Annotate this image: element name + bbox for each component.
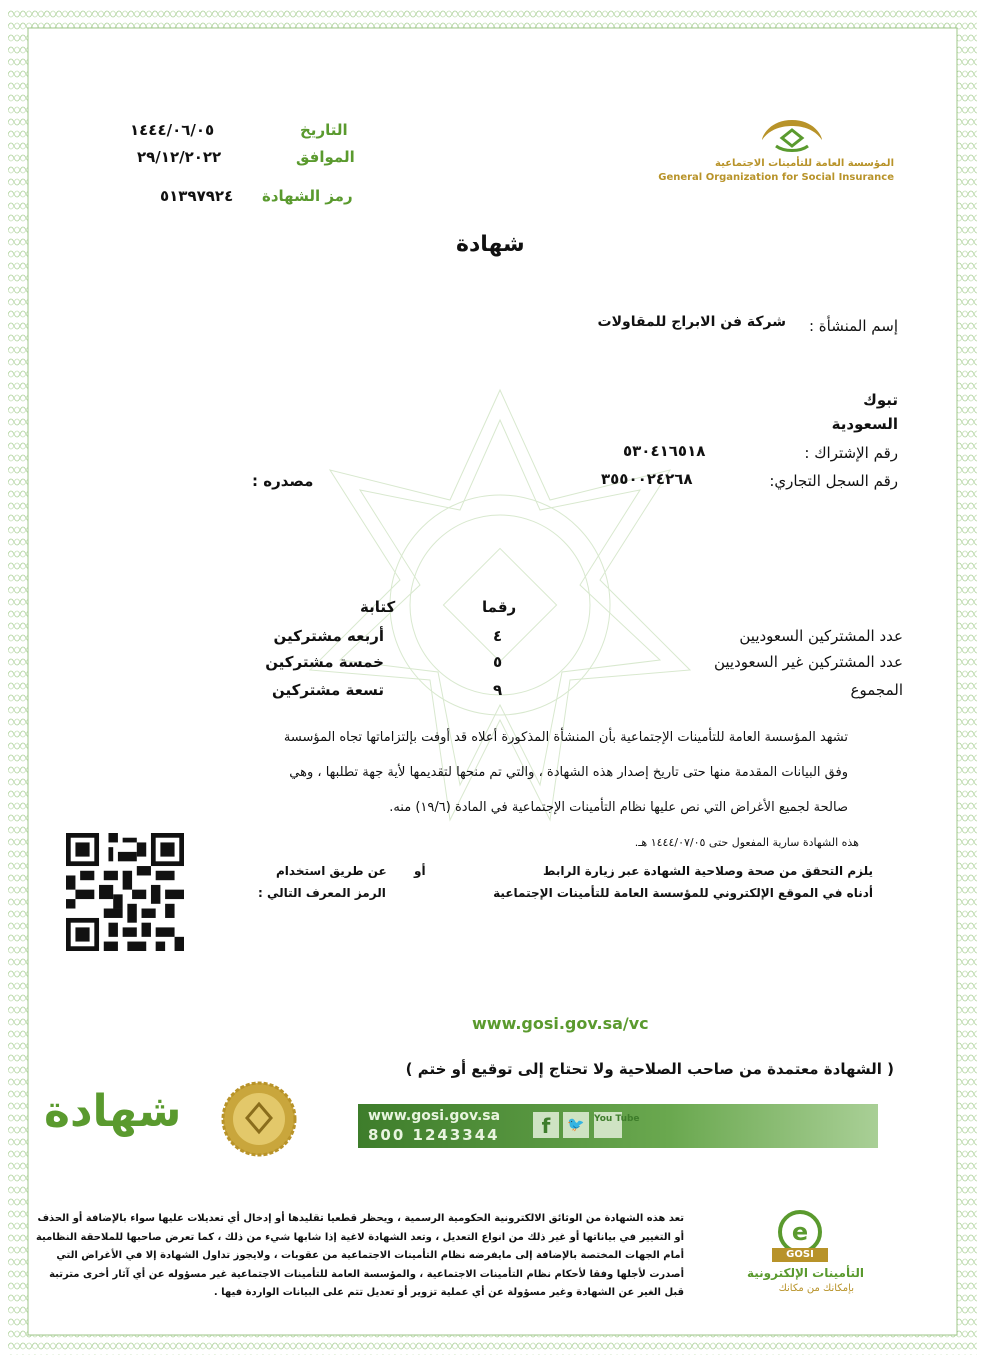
shahada-logo xyxy=(40,1080,300,1160)
date-value: ١٤٤٤/٠٦/٠٥ xyxy=(130,121,215,139)
city: تبوك xyxy=(863,391,898,409)
disclaimer-line-5: قبل الغير عن الشهادة وغير مسؤولة عن أي عملية تزوير أو تعديل تتم على البيانات الواردة فيها . xyxy=(213,1287,684,1298)
qr-code[interactable] xyxy=(65,833,185,951)
verification-url[interactable]: www.gosi.gov.sa/vc xyxy=(472,1014,649,1033)
statement-line-1: تشهد المؤسسة العامة للتأمينات الإجتماعية بأن المنشأة المذكورة أعلاه قد أوفت بإلتزاماتها تجاه المؤسسة xyxy=(283,730,848,745)
org-name-ar: المؤسسة العامة للتأمينات الاجتماعية xyxy=(715,158,894,169)
verify-line-1b: عن طريق استخدام xyxy=(276,864,387,878)
date-label: التاريخ xyxy=(300,121,348,139)
page-title: شهادة xyxy=(456,232,525,257)
row-total-words: تسعة مشتركين xyxy=(271,681,384,699)
statement-line-2: وفق البيانات المقدمة منها حتى تاريخ إصدار هذه الشهادة ، والتي تم منحها لتقديمها لأية جهة تطلبها ، وهي xyxy=(289,765,848,780)
subscription-value: ٥٣٠٤١٦٥١٨ xyxy=(623,442,706,460)
row-nonsaudi-label: عدد المشتركين غير السعوديين xyxy=(713,653,903,671)
col-digits-header: رقما xyxy=(482,598,517,616)
banner-site[interactable]: www.gosi.gov.sa xyxy=(368,1108,501,1124)
youtube-icon[interactable]: You Tube xyxy=(594,1112,622,1138)
eservices-slogan: بإمكانك من مكانك xyxy=(778,1283,854,1294)
source-label: مصدره : xyxy=(252,472,314,490)
verify-line-1a: يلزم التحقق من صحة وصلاحية الشهادة عبر زيارة الرابط xyxy=(543,864,873,878)
no-stamp-note: ( الشهادة معتمدة من صاحب الصلاحية ولا تحتاج إلى توقيع أو ختم ) xyxy=(405,1060,894,1078)
eservices-title: التأمينات الإلكترونية xyxy=(746,1266,864,1280)
row-total-label: المجموع xyxy=(850,681,903,699)
verify-line-2a: أدناه في الموقع الإلكتروني للمؤسسة العامة للتأمينات الإجتماعية xyxy=(493,886,873,900)
twitter-icon[interactable]: 🐦 xyxy=(563,1112,589,1138)
org-name-en: General Organization for Social Insurance xyxy=(658,172,894,183)
disclaimer-line-2: أو التغيير في بياناتها أو غير ذلك من انواع التعديل ، وتعد الشهادة لاغية إذا شابها شيء من ذلك ، كما تعرض صاحبها للملاحقة النظامية xyxy=(35,1231,684,1243)
row-nonsaudi-words: خمسة مشتركين xyxy=(265,653,384,671)
establishment-name-label: إسم المنشأة : xyxy=(808,317,898,335)
commercial-register-label: رقم السجل التجاري: xyxy=(769,472,898,490)
establishment-name-value: شركة فن الابراج للمقاولات xyxy=(597,314,786,330)
disclaimer xyxy=(36,1210,684,1303)
disclaimer-line-1: تعد هذه الشهادة من الوثائق الالكترونية الحكومية الرسمية ، ويحظر قطعيا تقليدها أو إدخال أي تعديلات عليها سواء بالإضافة أو الحذف xyxy=(37,1213,684,1224)
verify-or: أو xyxy=(414,864,426,878)
banner-phone: 800 1243344 xyxy=(368,1126,500,1144)
row-total-digits: ٩ xyxy=(493,681,503,699)
gosi-badge: GOSI xyxy=(772,1248,828,1262)
statement-line-3: صالحة لجميع الأغراض التي نص عليها نظام التأمينات الإجتماعية في المادة (١٩/٦) منه. xyxy=(389,800,848,815)
cert-code-label: رمز الشهادة xyxy=(262,187,353,205)
gosi-emblem-icon xyxy=(756,116,828,156)
gregorian-label: الموافق xyxy=(296,148,355,166)
subscription-label: رقم الإشتراك : xyxy=(804,444,898,462)
gosi-logo xyxy=(658,116,898,186)
commercial-register-value: ٣٥٥٠٠٢٤٢٦٨ xyxy=(601,470,693,488)
row-saudi-label: عدد المشتركين السعوديين xyxy=(739,627,903,645)
disclaimer-line-4: أصدرت لأجلها وفقا لأحكام نظام التأمينات الاجتماعية ، والمؤسسة العامة للتأمينات الاجتماعية غير مسؤوله عن أي آثار أخرى مترتبة xyxy=(49,1268,684,1280)
col-words-header: كتابة xyxy=(360,598,396,616)
gregorian-value: ٢٩/١٢/٢٠٢٢ xyxy=(137,148,222,166)
eservices-logo xyxy=(730,1210,870,1300)
row-saudi-digits: ٤ xyxy=(493,627,503,645)
disclaimer-line-3: أمام الجهات المختصة بالإضافة إلى مايفرضه نظام التأمينات الاجتماعية من عقوبات ، ولايجوز تداول الشهادة إلا في الأغراض التي xyxy=(56,1250,684,1261)
shahada-logo-text: شهادة xyxy=(44,1086,182,1137)
row-saudi-words: أربعه مشتركين xyxy=(273,627,384,645)
row-nonsaudi-digits: ٥ xyxy=(493,653,503,671)
svg-text:e: e xyxy=(791,1218,809,1246)
seal-icon xyxy=(220,1080,298,1158)
country: السعودية xyxy=(831,415,898,433)
validity-note: هذه الشهادة سارية المفعول حتى ١٤٤٤/٠٧/٠٥ هـ. xyxy=(634,836,859,849)
facebook-icon[interactable]: f xyxy=(533,1112,559,1138)
verify-line-2b: الرمز المعرف التالي : xyxy=(258,886,386,900)
cert-code-value: ٥١٣٩٧٩٢٤ xyxy=(160,187,234,205)
contact-banner xyxy=(358,1104,878,1148)
